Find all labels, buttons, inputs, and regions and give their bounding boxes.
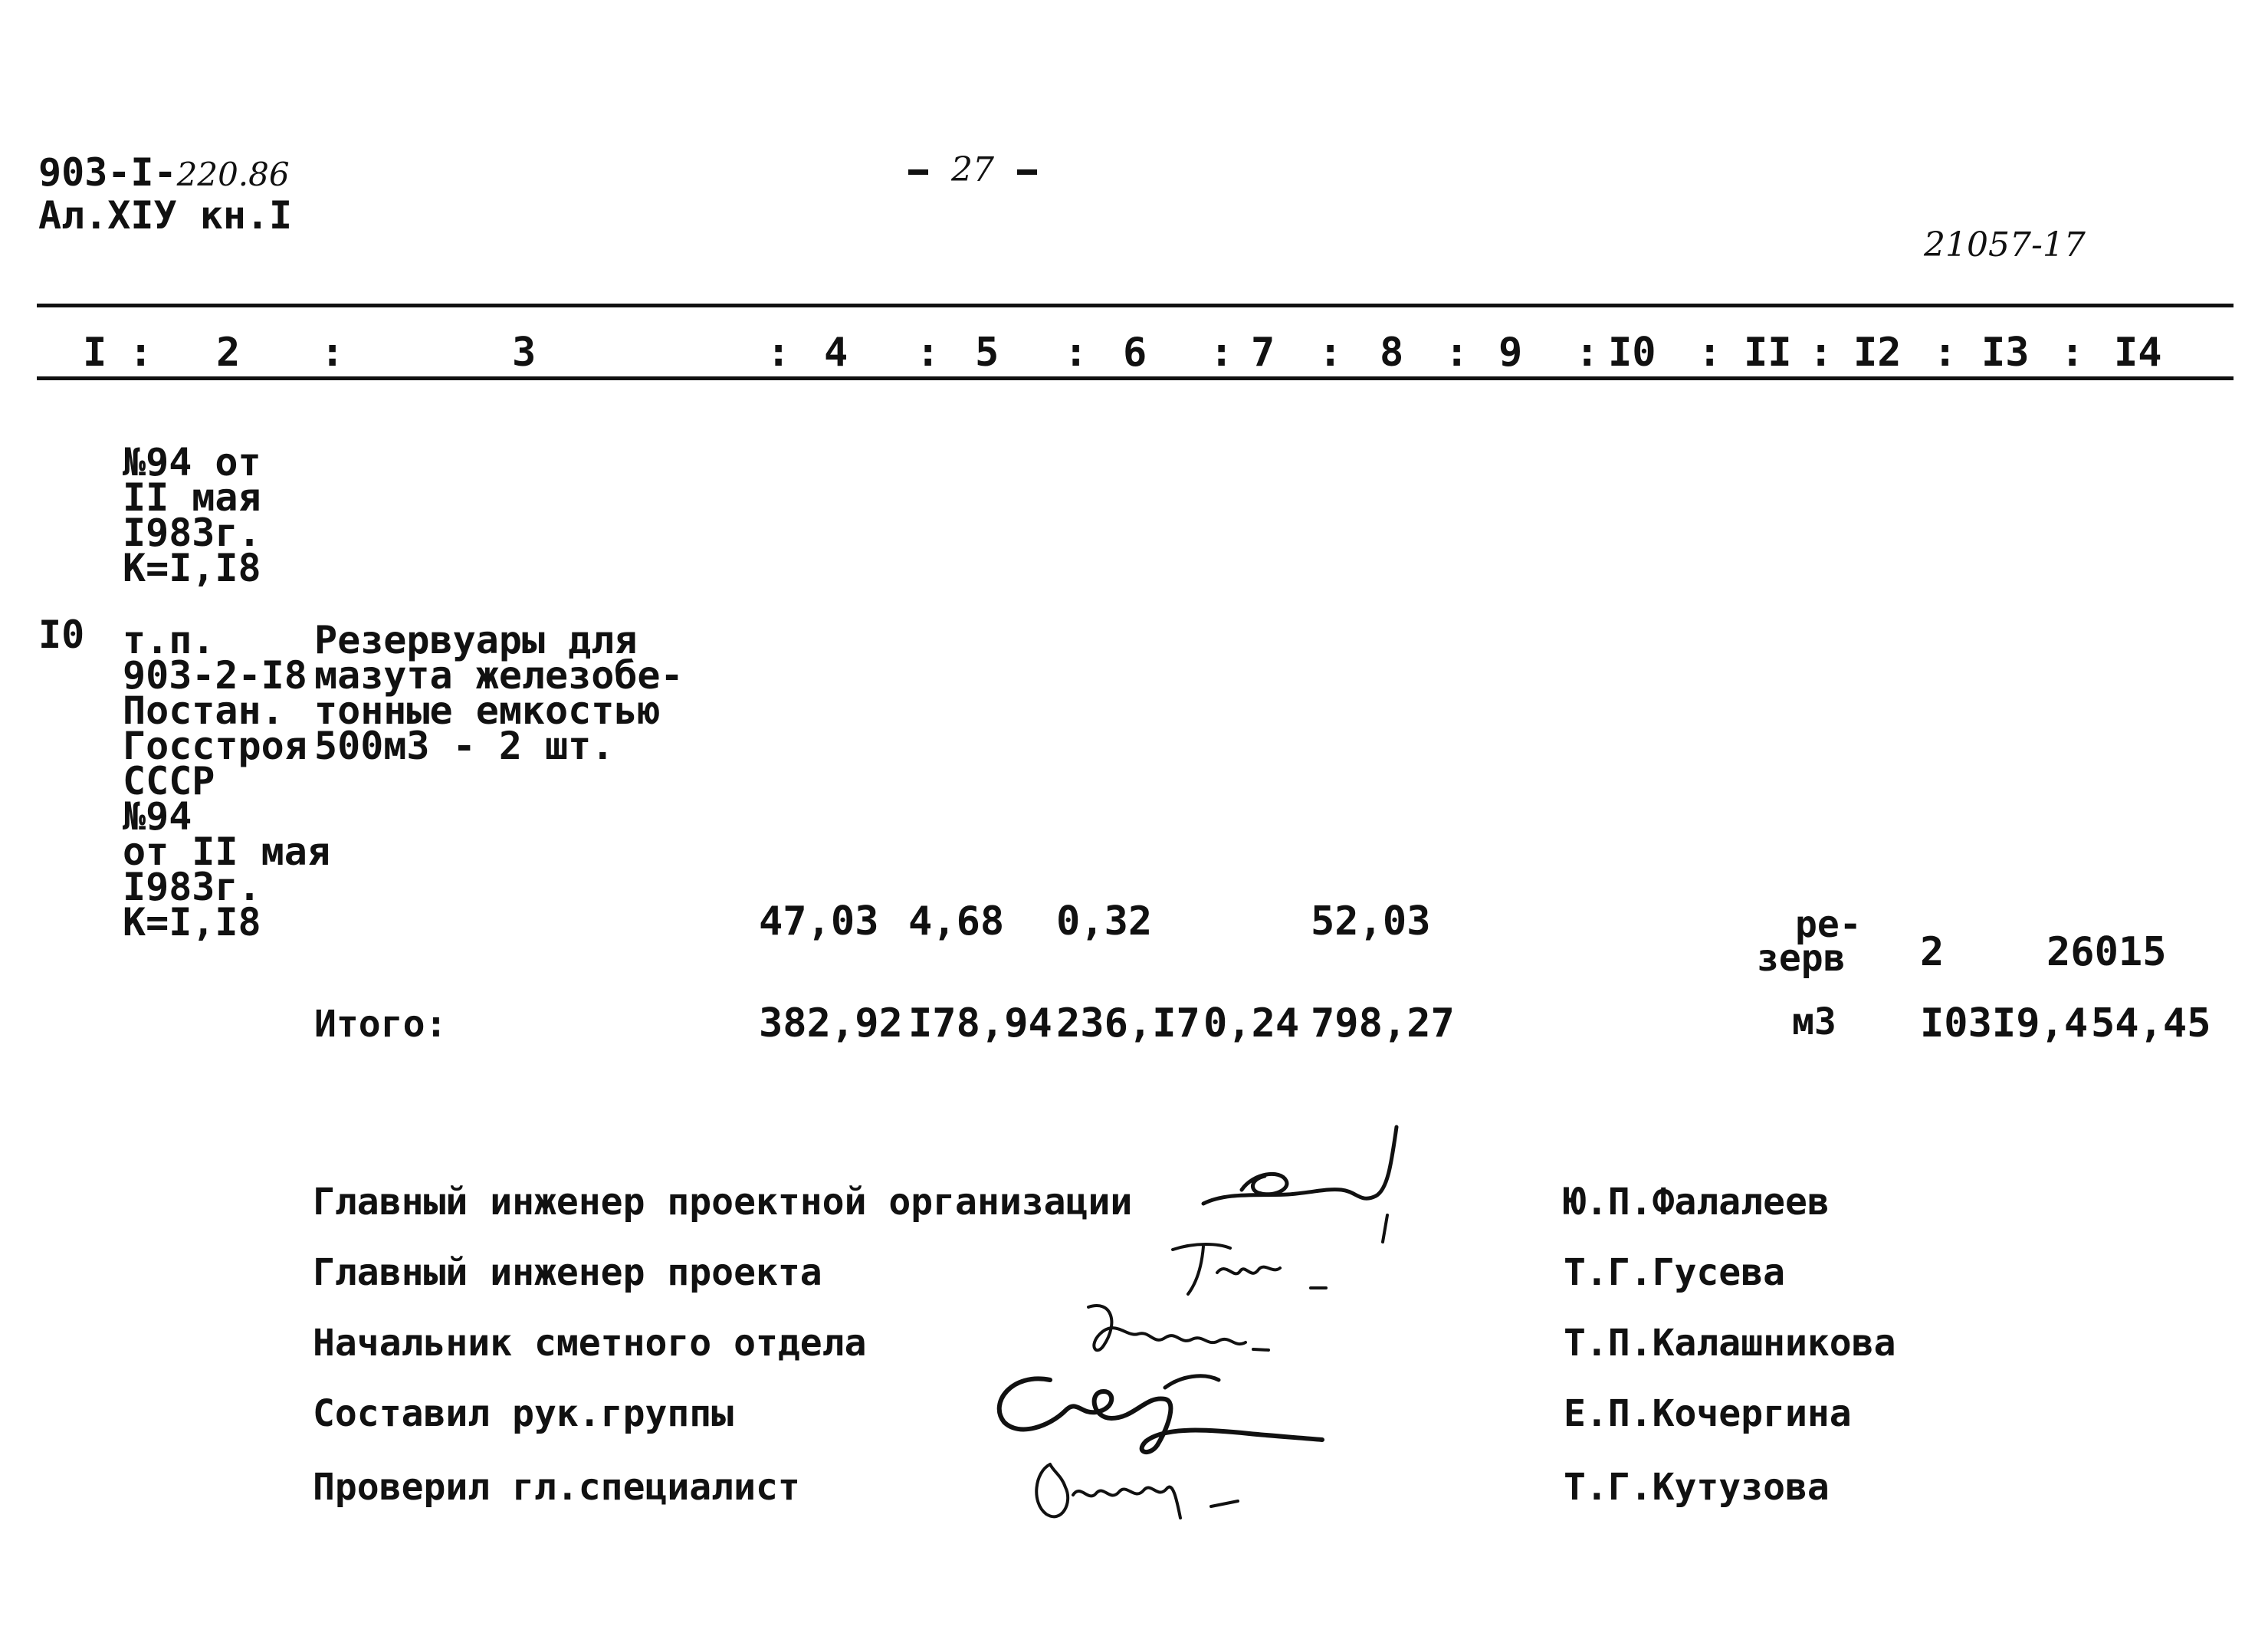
row-cell-5: 4,68 <box>908 898 1005 944</box>
column-header: I3 <box>1981 330 2030 376</box>
album-label: Ал.XIУ кн.I <box>38 193 293 238</box>
column-header: 4 <box>824 330 848 376</box>
signer-name: Е.П.Кочергина <box>1564 1392 1852 1435</box>
document-code <box>38 150 290 195</box>
signer-name: Ю.П.Фалалеев <box>1564 1181 1830 1224</box>
row-cell-14: 26015 <box>2046 929 2167 975</box>
signer-role: Проверил гл.специалист <box>313 1466 800 1509</box>
total-unit: м3 <box>1792 1000 1836 1043</box>
row-cell-4: 47,03 <box>759 898 879 944</box>
page-number: 27 <box>908 153 1037 187</box>
column-header: I0 <box>1608 330 1656 376</box>
column-header: II <box>1744 330 1792 376</box>
header-top-rule <box>37 304 2234 307</box>
row-unit-line-1: ре- <box>1795 903 1862 946</box>
total-cell-14: 54,45 <box>2091 1000 2211 1046</box>
total-cell-5: I78,94 <box>908 1000 1052 1046</box>
signer-role: Главный инженер проекта <box>313 1251 822 1294</box>
column-header: 6 <box>1123 330 1147 376</box>
document-code-printed: 903-I- <box>38 150 177 195</box>
row-unit-line-2: зерв <box>1757 937 1846 980</box>
column-header: 9 <box>1498 330 1523 376</box>
signer-name: Т.Г.Гусева <box>1564 1251 1785 1294</box>
total-cell-13: I03I9,4 <box>1920 1000 2089 1046</box>
column-header: I2 <box>1853 330 1902 376</box>
total-cell-4: 382,92 <box>759 1000 903 1046</box>
handwritten-signature <box>1019 1441 1265 1533</box>
total-label: Итого: <box>314 1003 448 1046</box>
signer-role: Главный инженер проектной организации <box>313 1181 1133 1224</box>
signer-name: Т.П.Калашникова <box>1564 1322 1896 1365</box>
total-cell-6: 236,I7 <box>1056 1000 1200 1046</box>
column-header: I <box>83 330 107 376</box>
row-cell-8: 52,03 <box>1311 898 1431 944</box>
column-header: 2 <box>216 330 241 376</box>
row-cell-6: 0,32 <box>1056 898 1153 944</box>
document-code-handwritten: 220.86 <box>176 156 290 193</box>
total-cell-8: 798,27 <box>1311 1000 1455 1046</box>
column-header: I4 <box>2114 330 2162 376</box>
total-cell-7: 0,24 <box>1203 1000 1300 1046</box>
column-header: 7 <box>1251 330 1275 376</box>
column-header: 3 <box>512 330 537 376</box>
column-header: 5 <box>975 330 999 376</box>
header-bottom-rule <box>37 376 2234 380</box>
inventory-number: 21057-17 <box>1924 225 2086 264</box>
signer-name: Т.Г.Кутузова <box>1564 1466 1830 1509</box>
row-number: I0 <box>38 613 85 657</box>
column-header: 8 <box>1380 330 1404 376</box>
signer-role: Составил рук.группы <box>313 1392 734 1435</box>
signer-role: Начальник сметного отдела <box>313 1322 867 1365</box>
row-cell-13: 2 <box>1920 929 1945 975</box>
